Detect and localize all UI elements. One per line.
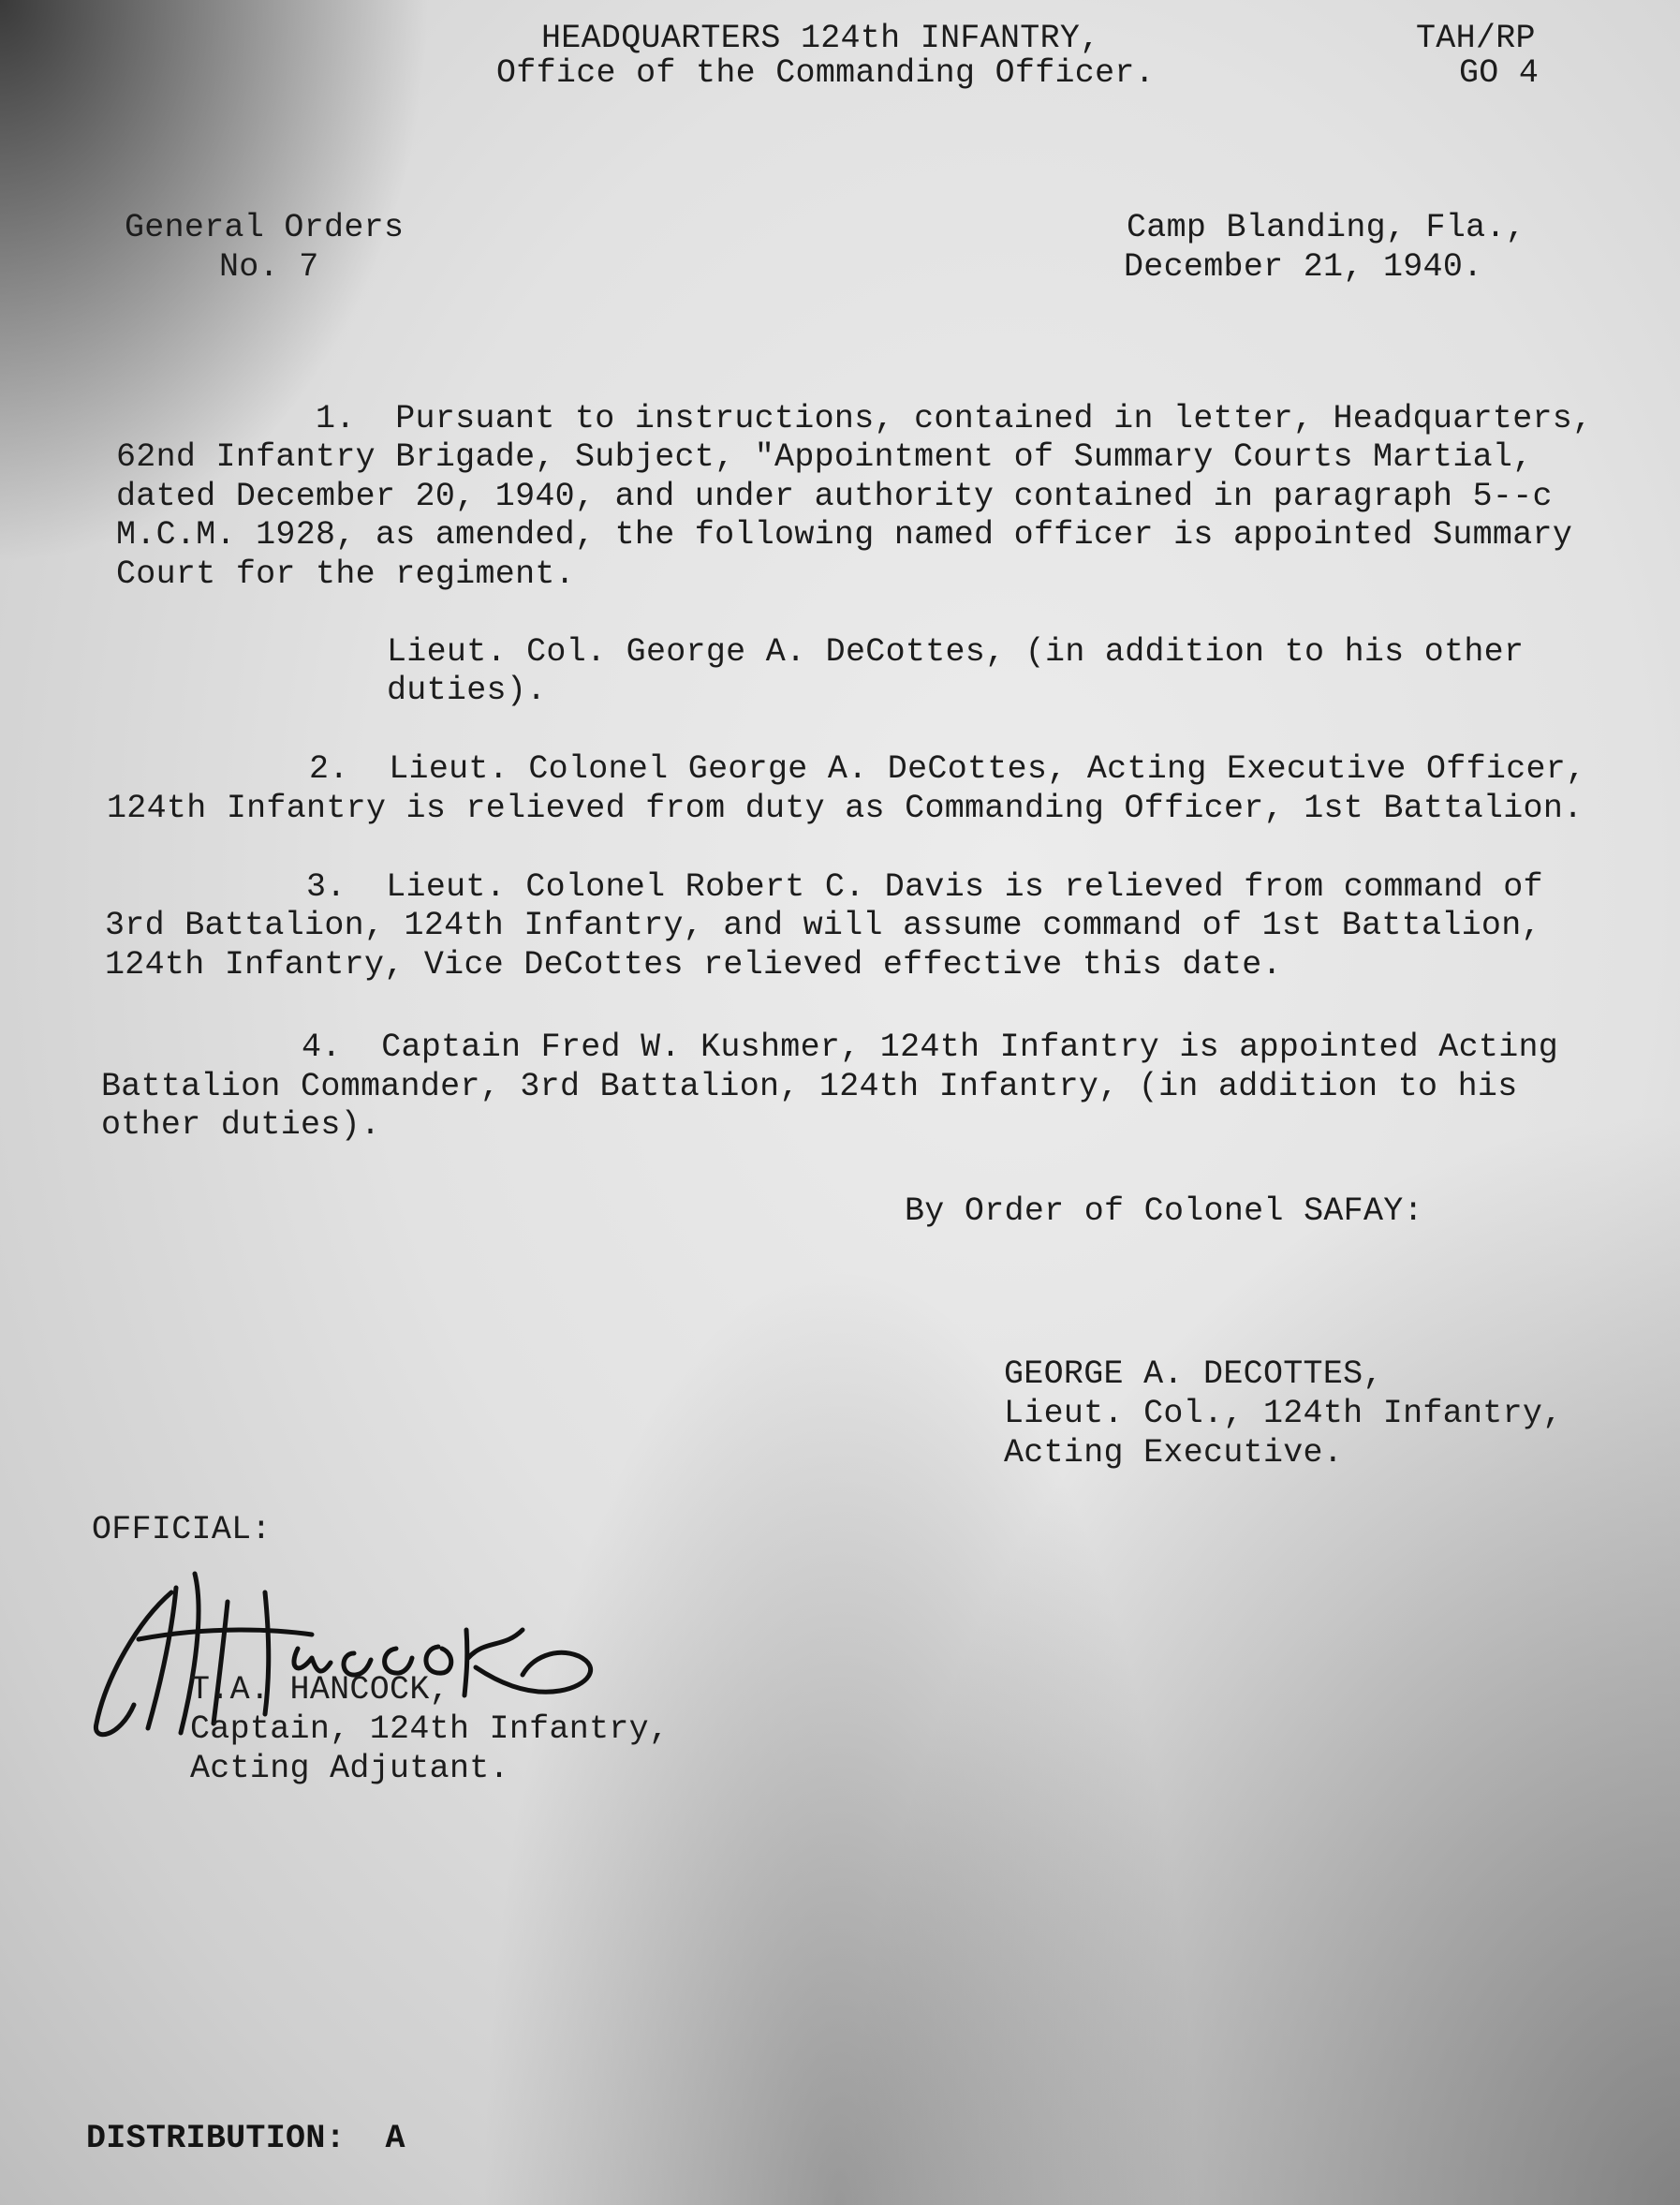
para-3-line-2: 3rd Battalion, 124th Infantry, and will assume command of 1st Battalion, [105, 907, 1541, 944]
official-label: OFFICIAL: [92, 1511, 272, 1548]
para-4-line-1: 4. Captain Fred W. Kushmer, 124th Infantry is appointed Acting [302, 1029, 1559, 1066]
header-office: Office of the Commanding Officer. [496, 54, 1156, 92]
para-3-line-3: 124th Infantry, Vice DeCottes relieved effective this date. [105, 946, 1282, 984]
para-3-line-1: 3. Lieut. Colonel Robert C. Davis is relieved from command of [306, 868, 1543, 906]
appointee-line-2: duties). [387, 672, 547, 709]
header-hq: HEADQUARTERS 124th INFANTRY, [541, 20, 1100, 57]
para-4-line-2: Battalion Commander, 3rd Battalion, 124th Infantry, (in addition to his [101, 1068, 1518, 1105]
general-orders-number: No. 7 [219, 248, 319, 286]
appointee-line-1: Lieut. Col. George A. DeCottes, (in addition to his other [387, 633, 1525, 671]
para-1-line-4: M.C.M. 1928, as amended, the following named officer is appointed Summary [116, 516, 1573, 554]
official-name: T.A. HANCOCK, [190, 1671, 449, 1709]
date: December 21, 1940. [1124, 248, 1483, 286]
signer-title: Acting Executive. [1004, 1434, 1344, 1472]
by-order: By Order of Colonel SAFAY: [905, 1192, 1423, 1230]
para-1-line-5: Court for the regiment. [116, 555, 575, 593]
bleed-through-lines [131, 599, 1629, 601]
distribution: DISTRIBUTION: A [86, 2120, 405, 2157]
para-2-line-1: 2. Lieut. Colonel George A. DeCottes, Acting Executive Officer, [309, 750, 1586, 788]
para-1-line-3: dated December 20, 1940, and under authority contained in paragraph 5--c [116, 478, 1553, 515]
file-ref-1: TAH/RP [1416, 20, 1536, 57]
file-ref-2: GO 4 [1459, 54, 1540, 92]
official-title: Acting Adjutant. [190, 1750, 509, 1787]
para-4-line-3: other duties). [101, 1106, 381, 1144]
para-2-line-2: 124th Infantry is relieved from duty as Commanding Officer, 1st Battalion. [107, 790, 1584, 827]
official-rank: Captain, 124th Infantry, [190, 1710, 670, 1748]
para-1-line-1: 1. Pursuant to instructions, contained in letter, Headquarters, [316, 400, 1593, 437]
general-orders-label: General Orders [125, 209, 405, 246]
para-1-line-2: 62nd Infantry Brigade, Subject, "Appointment of Summary Courts Martial, [116, 438, 1533, 476]
place: Camp Blanding, Fla., [1127, 209, 1526, 246]
signer-name: GEORGE A. DECOTTES, [1004, 1355, 1383, 1393]
signer-rank: Lieut. Col., 124th Infantry, [1004, 1395, 1563, 1432]
